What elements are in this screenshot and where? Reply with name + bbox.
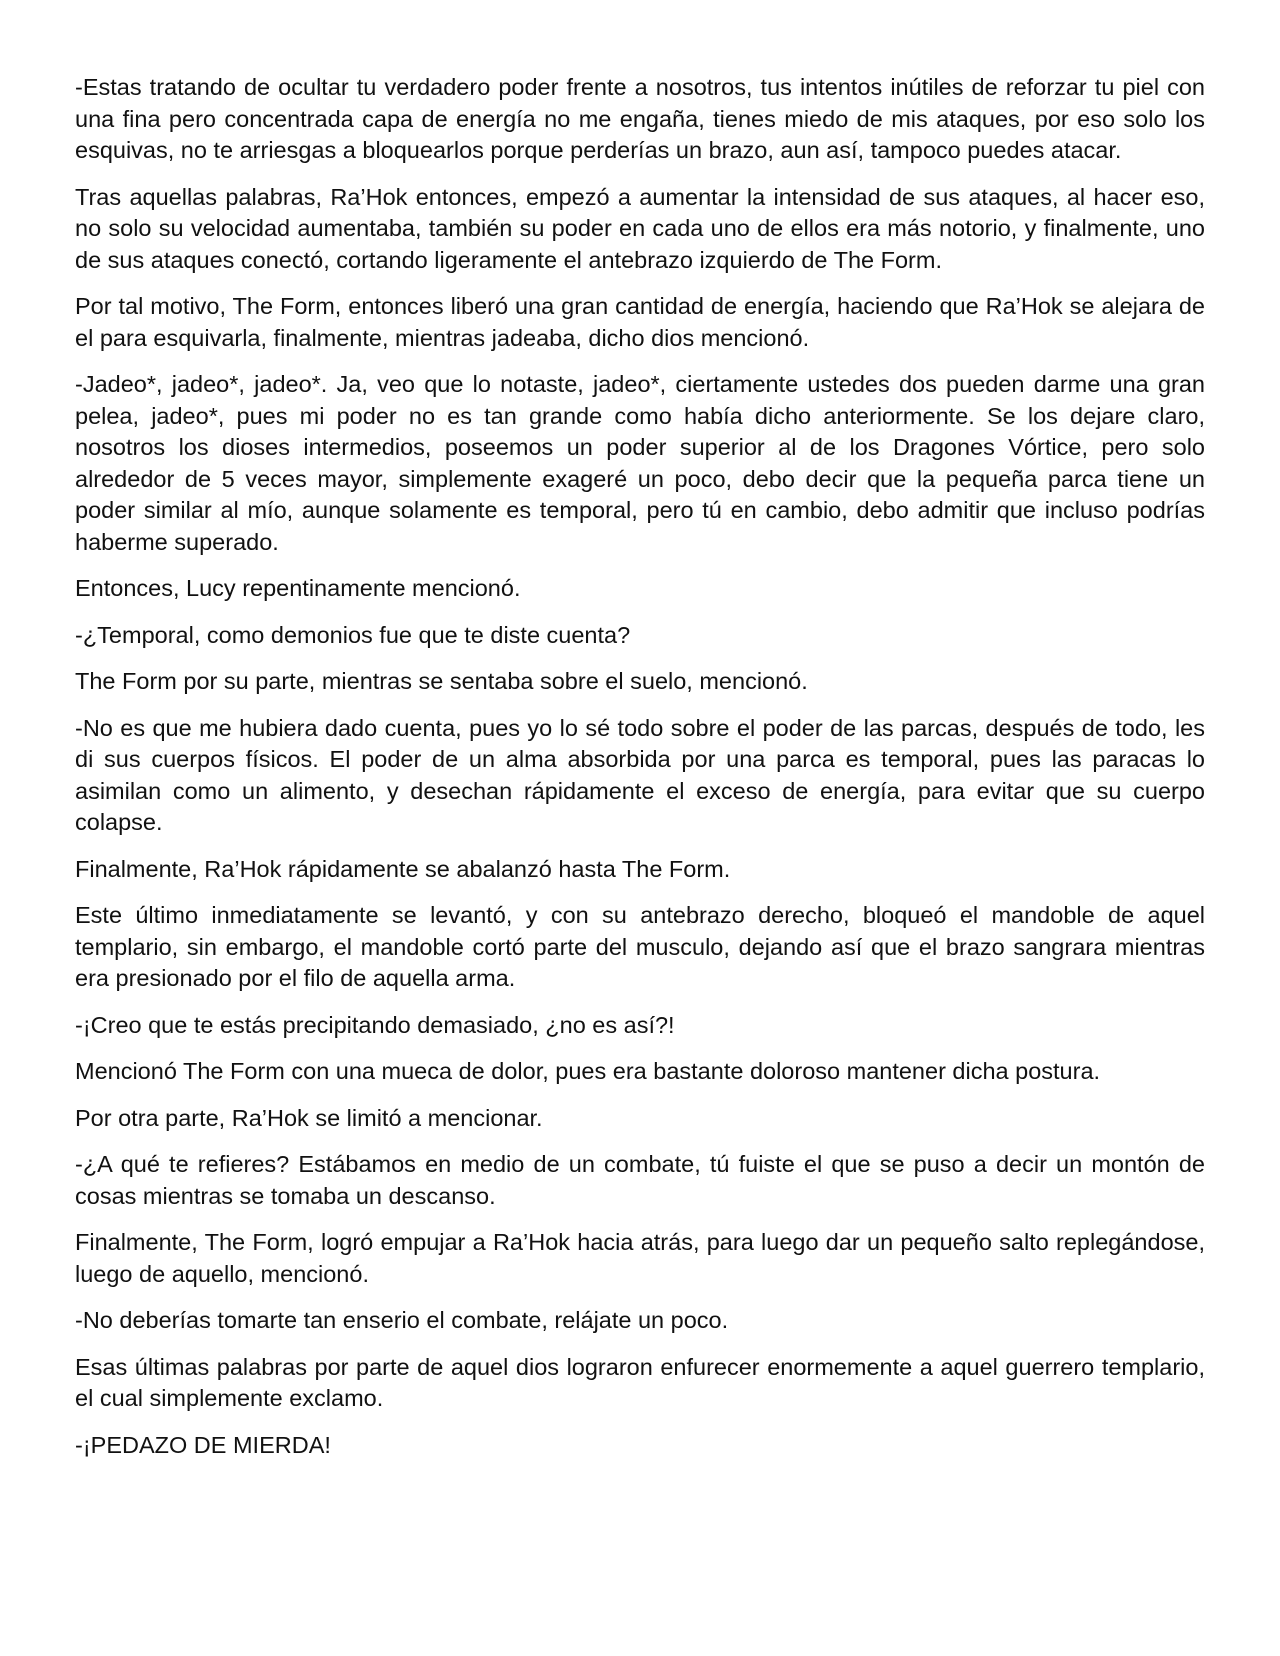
paragraph: Tras aquellas palabras, Ra’Hok entonces, empezó a aumentar la intensidad de sus ataques, al hacer eso, no solo su velocidad aumentaba, también su poder en cada uno de ellos era más notorio, y finalmente, uno de sus ataques conectó, cortando ligeramente el antebrazo izquierdo de The Form.	[75, 183, 1205, 273]
paragraph: -¿Temporal, como demonios fue que te diste cuenta?	[75, 621, 631, 648]
paragraph: -No es que me hubiera dado cuenta, pues yo lo sé todo sobre el poder de las parcas, después de todo, les di sus cuerpos físicos. El poder de un alma absorbida por una parca es temporal, pues las paracas lo asimilan como un alimento, y desechan rápidamente el exceso de energía, para evitar que su cuerpo colapse.	[75, 714, 1205, 835]
paragraph: Este último inmediatamente se levantó, y con su antebrazo derecho, bloqueó el mandoble de aquel templario, sin embargo, el mandoble cortó parte del musculo, dejando así que el brazo sangrara mientras era presionado por el filo de aquella arma.	[75, 902, 1205, 991]
paragraph: -¿A qué te refieres? Estábamos en medio de un combate, tú fuiste el que se puso a decir un montón de cosas mientras se tomaba un descanso.	[75, 1151, 1205, 1209]
paragraph: Entonces, Lucy repentinamente mencionó.	[75, 575, 521, 601]
paragraph: Por otra parte, Ra’Hok se limitó a mencionar.	[75, 1104, 543, 1131]
paragraph: Esas últimas palabras por parte de aquel dios lograron enfurecer enormemente a aquel guerrero templario, el cual simplemente exclamo.	[75, 1353, 1205, 1411]
paragraph: -Jadeo*, jadeo*, jadeo*. Ja, veo que lo notaste, jadeo*, ciertamente ustedes dos pueden darme una gran pelea, jadeo*, pues mi poder no es tan grande como había dicho anteriormente. Se los dejare claro, nosotros los dioses intermedios, poseemos un poder superior al de los Dragones Vórtice, pero solo alrededor de 5 veces mayor, simplemente exageré un poco, debo decir que la pequeña parca tiene un poder similar al mío, aunque solamente es temporal, pero tú en cambio, debo admitir que incluso podrías haberme superado.	[75, 371, 1205, 555]
paragraph: -¡Creo que te estás precipitando demasiado, ¿no es así?!	[75, 1011, 675, 1038]
paragraph: -¡PEDAZO DE MIERDA!	[75, 1431, 331, 1458]
paragraph: -Estas tratando de ocultar tu verdadero poder frente a nosotros, tus intentos inútiles de reforzar tu piel con una fina pero concentrada capa de energía no me engaña, tienes miedo de mis ataques, por eso solo los esquivas, no te arriesgas a bloquearlos porque perderías un brazo, aun así, tampoco puedes atacar.	[75, 74, 1205, 163]
paragraph: Finalmente, Ra’Hok rápidamente se abalanzó hasta The Form.	[75, 855, 731, 882]
document-page	[75, 72, 1205, 1476]
paragraph: -No deberías tomarte tan enserio el combate, relájate un poco.	[75, 1307, 729, 1333]
paragraph: Finalmente, The Form, logró empujar a Ra’Hok hacia atrás, para luego dar un pequeño salto replegándose, luego de aquello, mencionó.	[75, 1229, 1205, 1287]
paragraph: The Form por su parte, mientras se sentaba sobre el suelo, mencionó.	[75, 668, 808, 694]
paragraph: Mencionó The Form con una mueca de dolor, pues era bastante doloroso mantener dicha postura.	[75, 1058, 1101, 1084]
paragraph: Por tal motivo, The Form, entonces liberó una gran cantidad de energía, haciendo que Ra’Hok se alejara de el para esquivarla, finalmente, mientras jadeaba, dicho dios mencionó.	[75, 293, 1205, 351]
